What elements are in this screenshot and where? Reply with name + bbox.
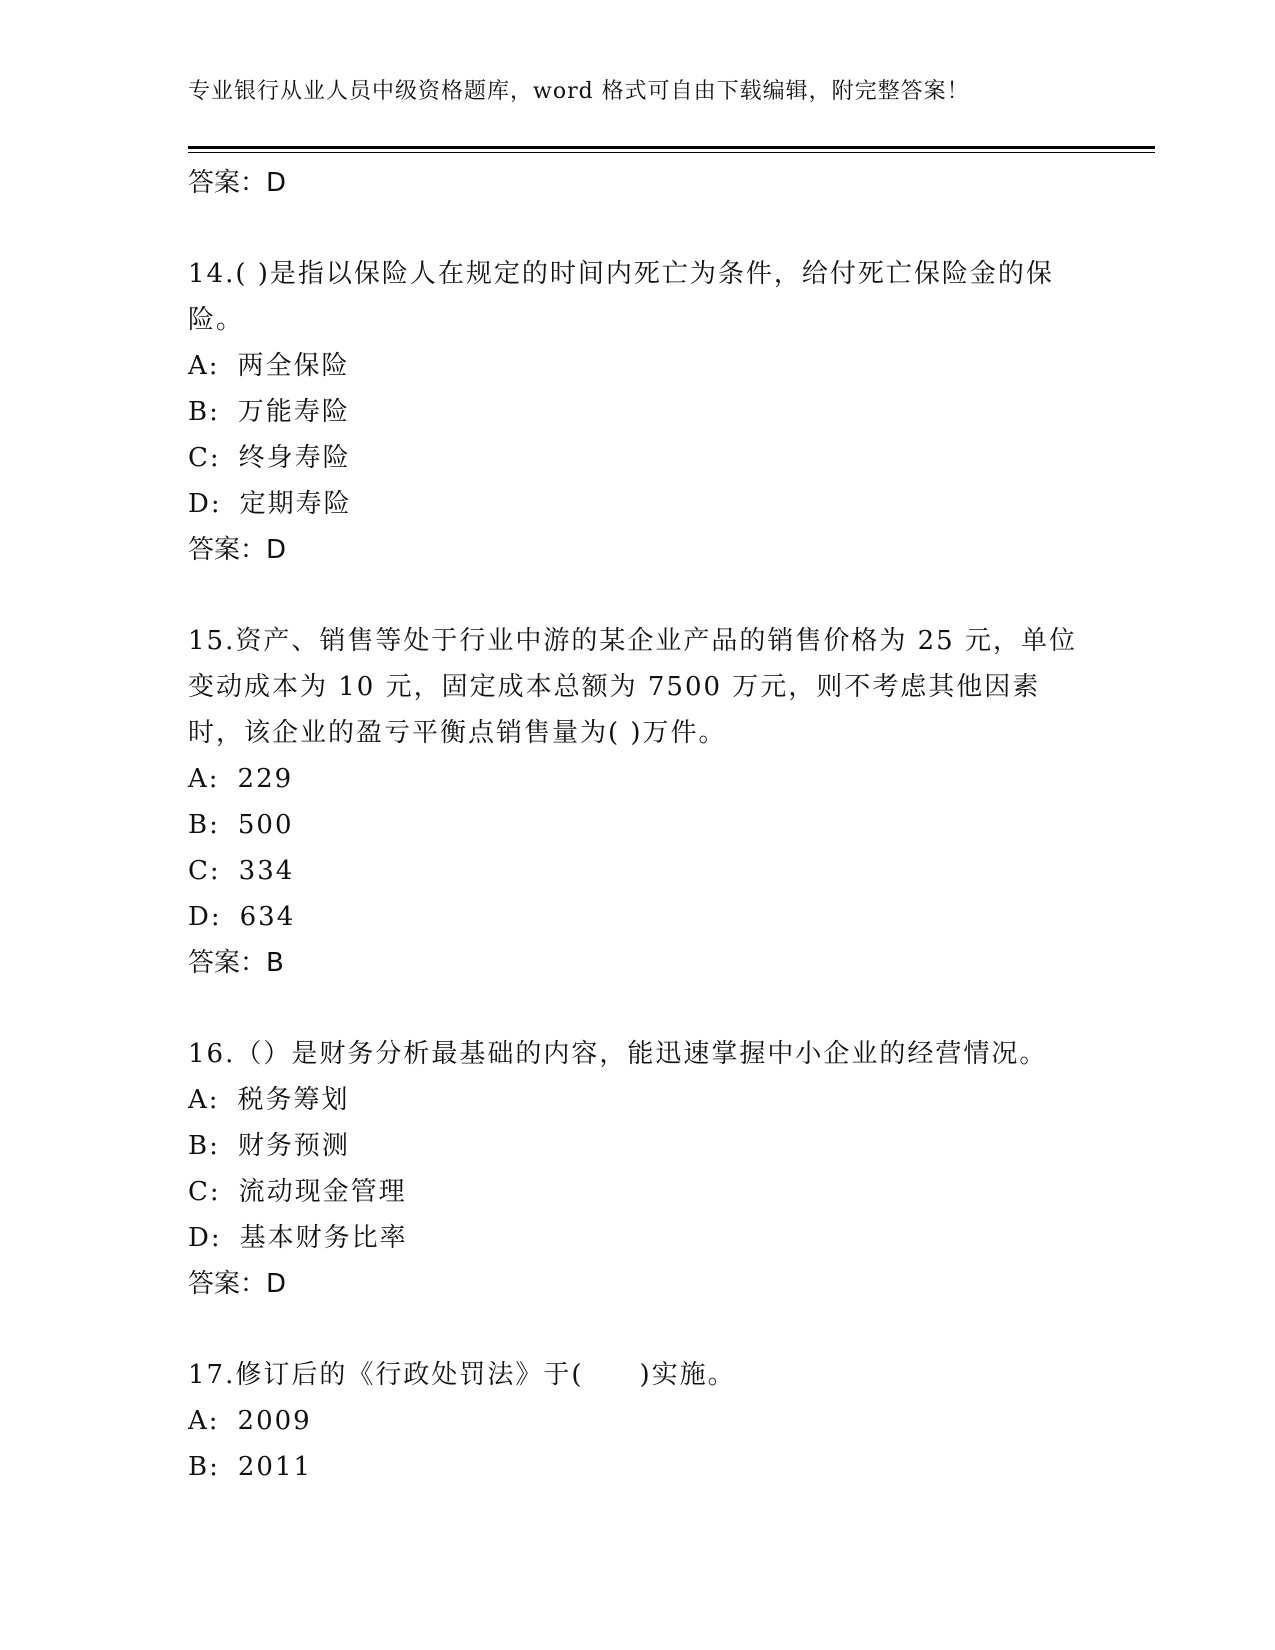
question-text: 17.修订后的《行政处罚法》于( )实施。 bbox=[188, 1360, 736, 1390]
option-b bbox=[188, 389, 1088, 435]
answer-line: 答案：B bbox=[188, 948, 284, 978]
page-header: 专业银行从业人员中级资格题库，word 格式可自由下载编辑，附完整答案！ bbox=[188, 79, 970, 104]
question-text: 15.资产、销售等处于行业中游的某企业产品的销售价格为 25 元，单位变动成本为 10 元，固定成本总额为 7500 万元，则不考虑其他因素时，该企业的盈亏平衡点销售量为( )万件。 bbox=[188, 626, 1077, 748]
option-label: A: bbox=[188, 764, 220, 794]
option-label: C: bbox=[188, 443, 221, 473]
option-text: 基本财务比率 bbox=[239, 1223, 408, 1253]
option-label: A: bbox=[188, 1406, 220, 1436]
option-label: D: bbox=[188, 489, 222, 519]
option-d bbox=[188, 894, 1088, 940]
option-text: 流动现金管理 bbox=[238, 1177, 407, 1207]
question-text: 14.( )是指以保险人在规定的时间内死亡为条件，给付死亡保险金的保险。 bbox=[188, 259, 1054, 335]
option-label: A: bbox=[188, 351, 220, 381]
answer-line: 答案：D bbox=[188, 1269, 287, 1299]
option-d bbox=[188, 1215, 1088, 1261]
header-rule-thick bbox=[188, 146, 1155, 149]
option-label: D: bbox=[188, 902, 222, 932]
option-b bbox=[188, 1444, 1088, 1490]
option-label: C: bbox=[188, 1177, 221, 1207]
question-text: 16.（）是财务分析最基础的内容，能迅速掌握中小企业的经营情况。 bbox=[188, 1039, 1048, 1069]
option-b bbox=[188, 1123, 1088, 1169]
option-text: 634 bbox=[239, 902, 296, 932]
option-text: 500 bbox=[237, 810, 294, 840]
option-text: 财务预测 bbox=[237, 1131, 350, 1161]
question-17 bbox=[188, 1352, 1088, 1490]
answer-line: 答案：D bbox=[188, 535, 287, 565]
question-16 bbox=[188, 1031, 1088, 1307]
option-text: 2009 bbox=[237, 1406, 312, 1436]
option-a bbox=[188, 343, 1088, 389]
option-c bbox=[188, 1169, 1088, 1215]
option-a bbox=[188, 1077, 1088, 1123]
option-label: D: bbox=[188, 1223, 222, 1253]
option-text: 税务筹划 bbox=[237, 1085, 350, 1115]
option-text: 2011 bbox=[237, 1452, 313, 1482]
option-label: B: bbox=[188, 397, 220, 427]
option-text: 229 bbox=[237, 764, 294, 794]
option-label: B: bbox=[188, 1452, 220, 1482]
option-text: 终身寿险 bbox=[238, 443, 351, 473]
option-a bbox=[188, 756, 1088, 802]
option-d bbox=[188, 481, 1088, 527]
answer-line: 答案：D bbox=[188, 168, 287, 198]
option-text: 定期寿险 bbox=[239, 489, 352, 519]
option-b bbox=[188, 802, 1088, 848]
option-c bbox=[188, 435, 1088, 481]
option-label: B: bbox=[188, 810, 220, 840]
option-text: 两全保险 bbox=[237, 351, 350, 381]
header-rule-thin bbox=[188, 152, 1155, 153]
option-a bbox=[188, 1398, 1088, 1444]
option-text: 334 bbox=[238, 856, 295, 886]
option-label: A: bbox=[188, 1085, 220, 1115]
question-list bbox=[188, 160, 1088, 1490]
question-14 bbox=[188, 251, 1088, 573]
option-label: C: bbox=[188, 856, 221, 886]
option-text: 万能寿险 bbox=[237, 397, 350, 427]
option-label: B: bbox=[188, 1131, 220, 1161]
question-15 bbox=[188, 618, 1088, 986]
option-c bbox=[188, 848, 1088, 894]
